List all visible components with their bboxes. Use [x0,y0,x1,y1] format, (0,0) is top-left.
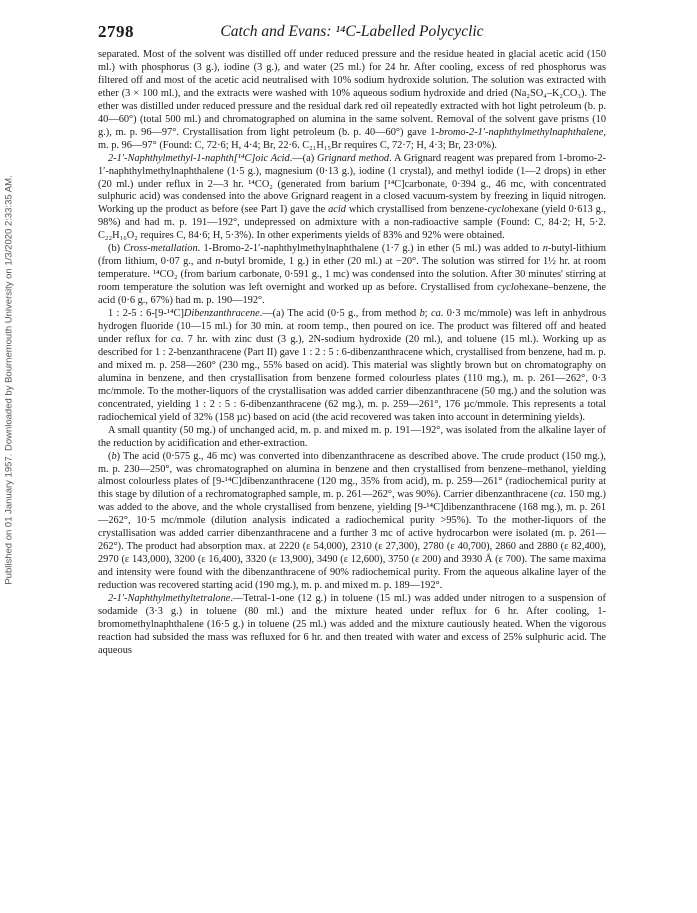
paragraph [98,425,606,451]
text-run: hexane (yield 0·613 g., 98%) and had m. p. 191—192°, undepressed on admixture with a non-radioactive sample (Found: C, 84·2; H, 5·2. C₂₂H₁₆O₂ requires C, 84·6; H, 5·3%). In other experiments yields of 83% and 92% were obtained. [98,204,606,242]
text-run: . 150 mg.) was added to the above, and the whole crystallised from benzene, yielding [9-¹⁴C]dibenzanthracene (168 mg.), m. p. 261—262°, 10·5 mc/mmole (dilution analysis indicated a radiochemical purity >95%). To the mother-liquors of the crystallisation was added carrier dibenzanthracene and a further 3 mc of active hydrocarbon were isolated (m. p. 261—262°). The product had absorption max. at 2220 (ε 54,000), 2310 (ε 27,300), 2780 (ε 40,700), 2860 and 2880 (ε 82,400), 2970 (ε 143,000), 3200 (ε 16,400), 3320 (ε 13,900), 3490 (ε 12,600), 3750 (ε 200) and 3930 Å (ε 700). The same maxima and intensity were found with the dibenzanthracene of 90% radiochemical purity. From the aqueous alkaline layer of the reduction was recovered starting acid (190 mg.), m. p. and mixed m. p. 189—192°. [98,489,606,592]
paragraph [98,593,606,658]
text-run: which crystallised from benzene- [345,204,488,216]
text-run: hexane–benzene, the acid (0·6 g., 67%) had m. p. 190—192°. [98,282,606,307]
italic-run: b [111,450,117,462]
text-run: -butyl-lithium (from lithium, 0·07 g., and [98,243,606,268]
article-body [98,49,606,658]
italic-run: 2-1′-Naphthylmethyltetralone [108,593,231,605]
paragraph [98,243,606,308]
text-run: .—(a) [289,152,318,164]
running-title-tail: ¹⁴C-Labelled Polycyclic [335,23,484,40]
italic-run: cyclo [497,282,519,294]
text-run: , m. p. 96—97° (Found: C, 72·6; H, 4·4; Br, 22·6. C₂₁H₁₅Br requires C, 72·7; H, 4·3; Br, 23·0%). [98,126,606,151]
italic-run: ca [553,489,564,501]
italic-run: bromo-2-1′-naphthylmethylnaphthalene [438,126,604,138]
italic-run: Cross-metallation [123,243,198,255]
text-run: ; [424,308,431,320]
text-run: . 1-Bromo-2-1′-naphthylmethylnaphthalene (1·7 g.) in ether (5 ml.) was added to [197,243,543,255]
italic-run: n [542,243,548,255]
italic-run: acid [328,204,346,216]
text-run: -butyl bromide, 1 g.) in ether (20 ml.) at −20°. The solution was stirred for 1½ hr. at room temperature. ¹⁴CO₂ (from barium carbonate, 0·591 g., 1 mc) was condensed into the solution. After 30 minutes' stirring at room temperature the solution was left overnight and worked up as before. Crystallised from [98,256,606,294]
paragraph [98,451,606,593]
paragraph [98,308,606,425]
italic-run: n [215,256,221,268]
page-header [98,22,606,44]
text-run: . 7 hr. with zinc dust (3 g.), 2N-sodium hydroxide (20 ml.), and toluene (15 ml.). Working up as described for 1 : 2-benzanthracene (Part II) gave 1 : 2 : 5 : 6-dibenzanthracene which, crystallised from benzene, had m. p. and mixed m. p. 258—260° (230 mg., 55% based on acid). This material was slightly brown but on chromatography on alumina in benzene, and then crystallisation from benzene formed colourless plates (110 mg.), m. p. 261—262°, 0·3 mc/mmole. To the mother-liquors of the crystallisation was added carrier dibenzanthracene (50 mg.) and the solution was concentrated, yielding 1 : 2 : 5 : 6-dibenzanthracene (62 mg.), m. p. 259—261°, 176 µc/mmole. This represents a total radiochemical yield of 32% (158 µc) based on acid (the acid recovered was taken into account in determining yields). [98,333,606,423]
text-run: ( [108,450,112,462]
text-run: 1 : 2-5 : 6-[9-¹⁴C] [108,308,184,320]
italic-run: ca [430,308,441,320]
text-run: . A Grignard reagent was prepared from 1-bromo-2-1′-naphthylmethylnaphthalene (1·5 g.), magnesium (0·13 g.), iodine (1 crystal), and methyl iodide (1—2 drops) in ether (20 ml.) under reflux in 2—3 hr. ¹⁴CO₂ (generated from barium [¹⁴C]carbonate, 0·394 g., 46 mc, with concentrated sulphuric acid) was condensed into the above Grignard reagent in a closed vacuum-system by freezing in liquid nitrogen. Working up the product as before (see Part I) gave the [98,152,606,216]
italic-run: b [419,308,425,320]
running-title [98,23,606,41]
download-notice-text: Published on 01 January 1957. Downloaded by Bournemouth University on 1/3/2020 2:33:35 AM. [3,175,15,585]
paragraph [98,153,606,244]
text-run: (b) [108,243,124,255]
italic-run: ca [171,333,181,345]
italic-run: Grignard method [317,152,390,164]
page-number: 2798 [98,22,134,41]
text-run: A small quantity (50 mg.) of unchanged acid, m. p. and mixed m. p. 191—192°, was isolated from the alkaline layer of the reduction by acidification and ether-extraction. [98,424,606,449]
italic-run: cyclo [487,204,510,216]
italic-run: 2-1′-Naphthylmethyl-1-naphth[¹⁴C]oic Acid [108,152,290,164]
text-run: .—(a) The acid (0·5 g., from method [259,308,420,320]
text-run: .—Tetral-1-one (12 g.) in toluene (15 ml.) was added under nitrogen to a suspension of sodamide (3·3 g.) in toluene (80 ml.) and the mixture heated under reflux for 6 hr. After cooling, 1-bromomethylnaphthalene (16·5 g.) in toluene (25 ml.) was added and the mixture cautiously heated. When the vigorous reaction had subsided the mass was refluxed for 6 hr. and then treated with water and excess of 25% sulphuric acid. The aqueous [98,593,606,656]
paragraph [98,49,606,153]
italic-run: Dibenzanthracene [183,308,260,320]
text-run: ) The acid (0·575 g., 46 mc) was converted into dibenzanthracene as described above. The crude product (150 mg.), m. p. 230—250°, was chromatographed on alumina in benzene and then crystallised from benzene–methanol, yielding almost colourless plates of [9-¹⁴C]dibenzanthracene (120 mg., 35% from acid), m. p. 259—261° (radiochemical purity at this stage by dilution of a rechromatographed sample, m. p. 261—262°, was 90%). Carrier dibenzanthracene ( [98,450,606,501]
text-run: separated. Most of the solvent was distilled off under reduced pressure and the residue heated in glacial acetic acid (150 ml.) with phosphorus (3 g.), iodine (3 g.), and water (25 ml.) for 24 hr. After cooling, excess of red phosphorus was filtered off and most of the acetic acid neutralised with 10% sodium hydroxide solution. The solution was extracted with ether (3 × 100 ml.), and the extracts were washed with 10% aqueous sodium hydroxide and dried (Na₂SO₄–K₂CO₃). The ether was distilled under reduced pressure and the residual dark red oil repeatedly extracted with hot light petroleum (b. p. 40—60°) (total 500 ml.) and chromatographed on alumina in the same solvent. Removal of the solvent gave prisms (10 g.), m. p. 96—97°. Crystallisation from light petroleum (b. p. 40—60°) gave 1- [98,49,606,138]
download-notice [2,150,16,610]
running-title-authors: Catch and Evans: [220,23,332,40]
text-run: . 0·3 mc/mmole) was left in anhydrous hydrogen fluoride (10—15 ml.) for 30 min. at room temp., then poured on ice. The product was filtered off and heated under reflux for [98,308,607,345]
